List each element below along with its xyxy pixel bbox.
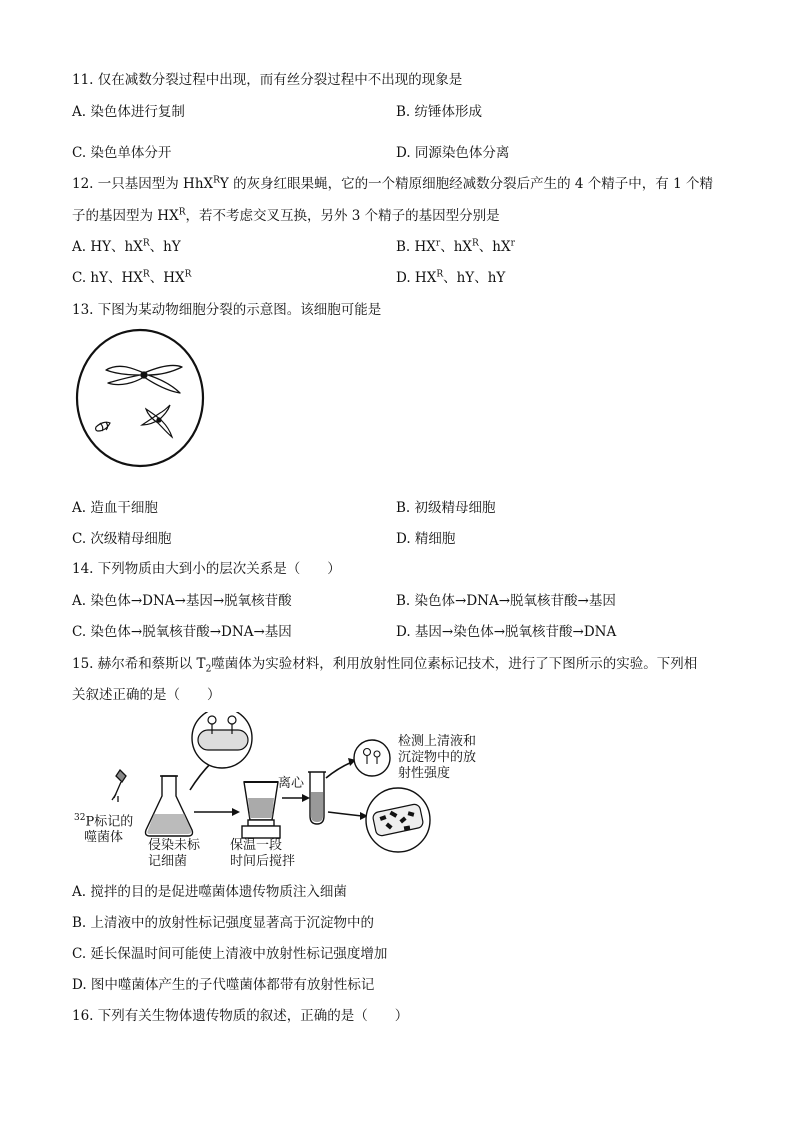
blender-icon (242, 782, 280, 838)
q11-options-cd (72, 141, 732, 161)
label-incubate: 保温一段 时间后搅拌 (230, 838, 296, 869)
q14-option-a: A. 染色体→DNA→基因→脱氧核苷酸 (72, 593, 292, 609)
q14-options-ab (72, 589, 732, 609)
supernatant-inset (354, 740, 390, 776)
label-p32-phage: $^{32}$P标记的 噬菌体 (74, 813, 134, 846)
q15-option-c: C. 延长保温时间可能使上清液中放射性标记强度增加 (72, 946, 388, 962)
cell-division-figure (72, 325, 212, 473)
q11-option-b: B. 纺锤体形成 (396, 104, 483, 120)
q15-stem: 15. 赫尔希和蔡斯以 $T_2$噬菌体为实验材料，利用放射性同位素标记技术，进行了下图所示的实验。下列相 (72, 656, 698, 675)
q13-option-b: B. 初级精母细胞 (396, 500, 496, 516)
phage-icon (112, 770, 126, 802)
label-infect: 侵染未标 记细菌 (148, 838, 201, 869)
q12-options-ab (72, 235, 732, 255)
label-centrifuge: 离心 (278, 776, 305, 791)
q12-option-a: A. HY、$hX^R$、hY (72, 238, 181, 255)
q13-option-a: A. 造血干细胞 (72, 500, 158, 516)
phage-experiment-figure (72, 712, 492, 869)
test-tube-icon (308, 772, 326, 824)
infection-inset (192, 712, 252, 768)
q12-stem: 12. 一只基因型为 HhX$^R$Y 的灰身红眼果蝇，它的一个精原细胞经减数分裂后产生的 4 个精子中，有 1 个精 (72, 175, 713, 192)
cell-diagram (72, 325, 212, 473)
q11-option-d: D. 同源染色体分离 (396, 145, 510, 161)
pellet-inset (366, 788, 430, 852)
q14-option-d: D. 基因→染色体→脱氧核苷酸→DNA (396, 624, 617, 640)
q14-option-b: B. 染色体→DNA→脱氧核苷酸→基因 (396, 593, 616, 609)
q13-options-ab (72, 496, 732, 516)
q11-option-a: A. 染色体进行复制 (72, 104, 185, 120)
q15-option-d: D. 图中噬菌体产生的子代噬菌体都带有放射性标记 (72, 977, 375, 993)
q11-stem: 11. 仅在减数分裂过程中出现，而有丝分裂过程中不出现的现象是 (72, 72, 463, 88)
q12-options-cd (72, 266, 732, 286)
q14-stem: 14. 下列物质由大到小的层次关系是（ ） (72, 561, 341, 577)
q15-option-b: B. 上清液中的放射性标记强度显著高于沉淀物中的 (72, 915, 375, 931)
q12-option-c: C. hY、$HX^R$、$HX^R$ (72, 269, 192, 286)
q14-options-cd (72, 620, 732, 640)
q12-option-b: B. $HX^r$、$hX^R$、$hX^r$ (396, 238, 515, 255)
q13-stem: 13. 下图为某动物细胞分裂的示意图。该细胞可能是 (72, 302, 382, 318)
q11-option-c: C. 染色单体分开 (72, 145, 172, 161)
q13-options-cd (72, 527, 732, 547)
q12-stem-line2: 子的基因型为 $HX^R$，若不考虑交叉互换，另外 3 个精子的基因型分别是 (72, 207, 500, 224)
q14-option-c: C. 染色体→脱氧核苷酸→DNA→基因 (72, 624, 292, 640)
flask-icon (146, 776, 193, 836)
q13-option-c: C. 次级精母细胞 (72, 531, 172, 547)
q15-option-a: A. 搅拌的目的是促进噬菌体遗传物质注入细菌 (72, 884, 347, 900)
q12-option-d: D. $HX^R$、hY、hY (396, 269, 506, 286)
label-detect: 检测上清液和 沉淀物中的放 射性强度 (398, 734, 477, 781)
q16-stem: 16. 下列有关生物体遗传物质的叙述，正确的是（ ） (72, 1008, 409, 1024)
q13-option-d: D. 精细胞 (396, 531, 456, 547)
q15-stem-line2: 关叙述正确的是（ ） (72, 687, 221, 703)
q11-options-ab (72, 100, 732, 120)
